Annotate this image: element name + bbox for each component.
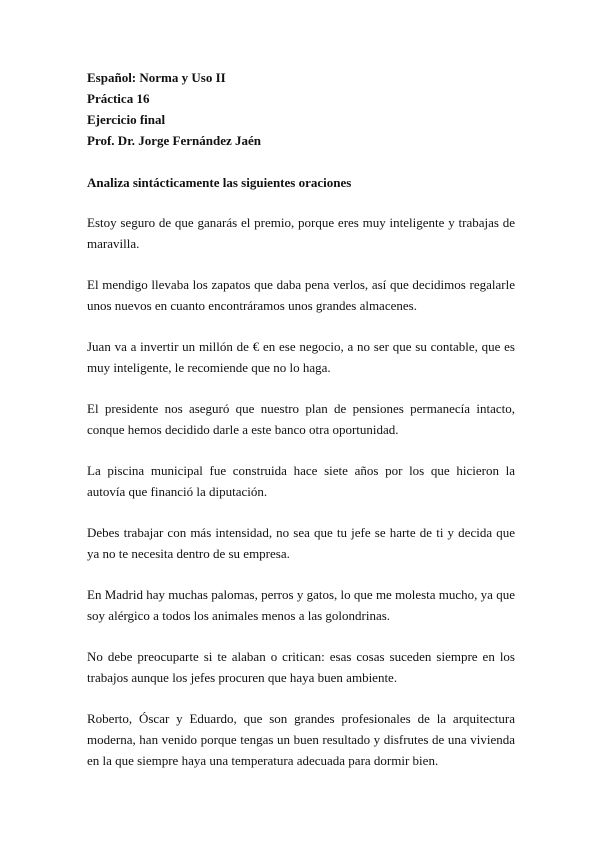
sentence-4: El presidente nos aseguró que nuestro plan de pensiones permanecía intacto, conque hemos decidido darle a este banco otra oportunidad.: [87, 401, 515, 437]
sentence-1: Estoy seguro de que ganarás el premio, porque eres muy inteligente y trabajas de maravilla.: [87, 215, 515, 251]
sentence-7: En Madrid hay muchas palomas, perros y gatos, lo que me molesta mucho, ya que soy alérgico a todos los animales menos a las golondrinas.: [87, 587, 515, 623]
exercise-title: Ejercicio final: [87, 112, 166, 127]
sentence-6: Debes trabajar con más intensidad, no sea que tu jefe se harte de ti y decida que ya no te necesita dentro de su empresa.: [87, 525, 515, 561]
sentence-8: No debe preocuparte si te alaban o critican: esas cosas suceden siempre en los trabajos aunque los jefes procuren que haya buen ambiente.: [87, 649, 515, 685]
sentence-3: Juan va a invertir un millón de € en ese negocio, a no ser que su contable, que es muy inteligente, le recomiende que no lo haga.: [87, 339, 515, 375]
document-page: [87, 67, 515, 791]
course-title: Español: Norma y Uso II: [87, 70, 226, 85]
sentence-9: Roberto, Óscar y Eduardo, que son grandes profesionales de la arquitectura moderna, han venido porque tengas un buen resultado y disfrutes de una vivienda en la que siempre haya una temperatura adecuada para dormir bien.: [87, 711, 515, 768]
sentence-list: [87, 212, 515, 771]
sentence-2: El mendigo llevaba los zapatos que daba pena verlos, así que decidimos regalarle unos nuevos en cuanto encontráramos unos grandes almacenes.: [87, 277, 515, 313]
instruction-heading: Analiza sintácticamente las siguientes oraciones: [87, 175, 352, 190]
practice-number: Práctica 16: [87, 91, 150, 106]
professor-name: Prof. Dr. Jorge Fernández Jaén: [87, 133, 262, 148]
sentence-5: La piscina municipal fue construida hace siete años por los que hicieron la autovía que financió la diputación.: [87, 463, 515, 499]
